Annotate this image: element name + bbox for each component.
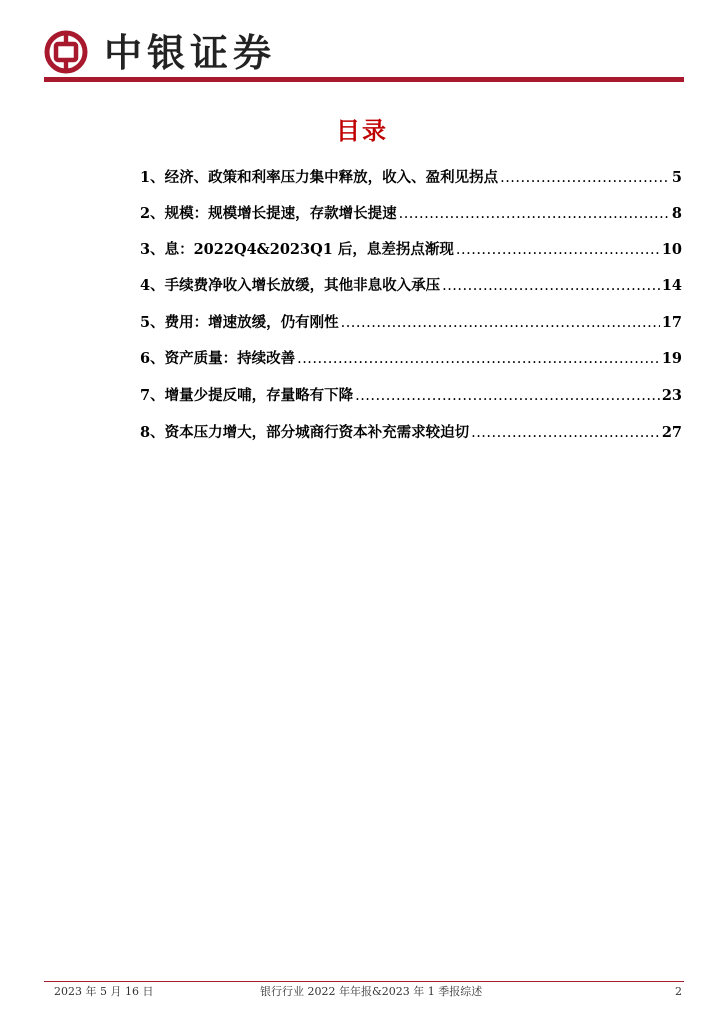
page-header bbox=[44, 30, 684, 86]
toc-item[interactable] bbox=[140, 165, 682, 191]
toc-leader-dots bbox=[442, 273, 660, 299]
toc-item-text: 8、资本压力增大，部分城商行资本补充需求较迫切 bbox=[140, 424, 470, 441]
toc-item-page: 17 bbox=[661, 314, 682, 331]
toc-item[interactable] bbox=[140, 420, 682, 446]
toc-item[interactable] bbox=[140, 201, 682, 227]
footer-date: 2023 年 5 月 16 日 bbox=[54, 985, 154, 998]
header-divider bbox=[44, 77, 684, 82]
toc-item-page: 23 bbox=[661, 387, 682, 404]
toc-title: 目录 bbox=[336, 117, 388, 145]
toc-leader-dots bbox=[399, 201, 670, 227]
bank-of-china-logo-icon bbox=[44, 30, 88, 74]
toc-item-page: 14 bbox=[661, 277, 682, 294]
brand-name: 中银证券 bbox=[104, 31, 277, 75]
footer-page-number: 2 bbox=[675, 985, 682, 998]
toc-item-page: 19 bbox=[661, 350, 682, 367]
toc-leader-dots bbox=[500, 165, 670, 191]
toc-item[interactable] bbox=[140, 346, 682, 372]
footer-divider bbox=[44, 981, 684, 982]
toc-item[interactable] bbox=[140, 310, 682, 336]
toc-item-page: 5 bbox=[671, 169, 682, 186]
toc-item[interactable] bbox=[140, 383, 682, 409]
toc-item-text: 6、资产质量：持续改善 bbox=[140, 350, 296, 367]
toc-item-page: 27 bbox=[661, 424, 682, 441]
toc-leader-dots bbox=[471, 420, 660, 446]
toc-item-text: 3、息：2022Q4&2023Q1 后，息差拐点渐现 bbox=[140, 241, 454, 258]
toc-item-text: 7、增量少提反哺，存量略有下降 bbox=[140, 387, 354, 404]
toc-item-text: 2、规模：规模增长提速，存款增长提速 bbox=[140, 205, 397, 222]
toc-leader-dots bbox=[341, 310, 660, 336]
page-footer bbox=[54, 984, 682, 1000]
toc-item-text: 5、费用：增速放缓，仍有刚性 bbox=[140, 314, 339, 331]
toc-leader-dots bbox=[456, 237, 660, 263]
toc-item-text: 4、手续费净收入增长放缓，其他非息收入承压 bbox=[140, 277, 441, 294]
toc-item-page: 8 bbox=[671, 205, 682, 222]
toc-item-text: 1、经济、政策和利率压力集中释放，收入、盈利见拐点 bbox=[140, 169, 499, 186]
toc-leader-dots bbox=[355, 383, 660, 409]
toc-item[interactable] bbox=[140, 273, 682, 299]
toc-item[interactable] bbox=[140, 237, 682, 263]
footer-report-title: 银行行业 2022 年年报&2023 年 1 季报综述 bbox=[260, 985, 483, 998]
toc-item-page: 10 bbox=[661, 241, 682, 258]
toc-leader-dots bbox=[297, 346, 660, 372]
